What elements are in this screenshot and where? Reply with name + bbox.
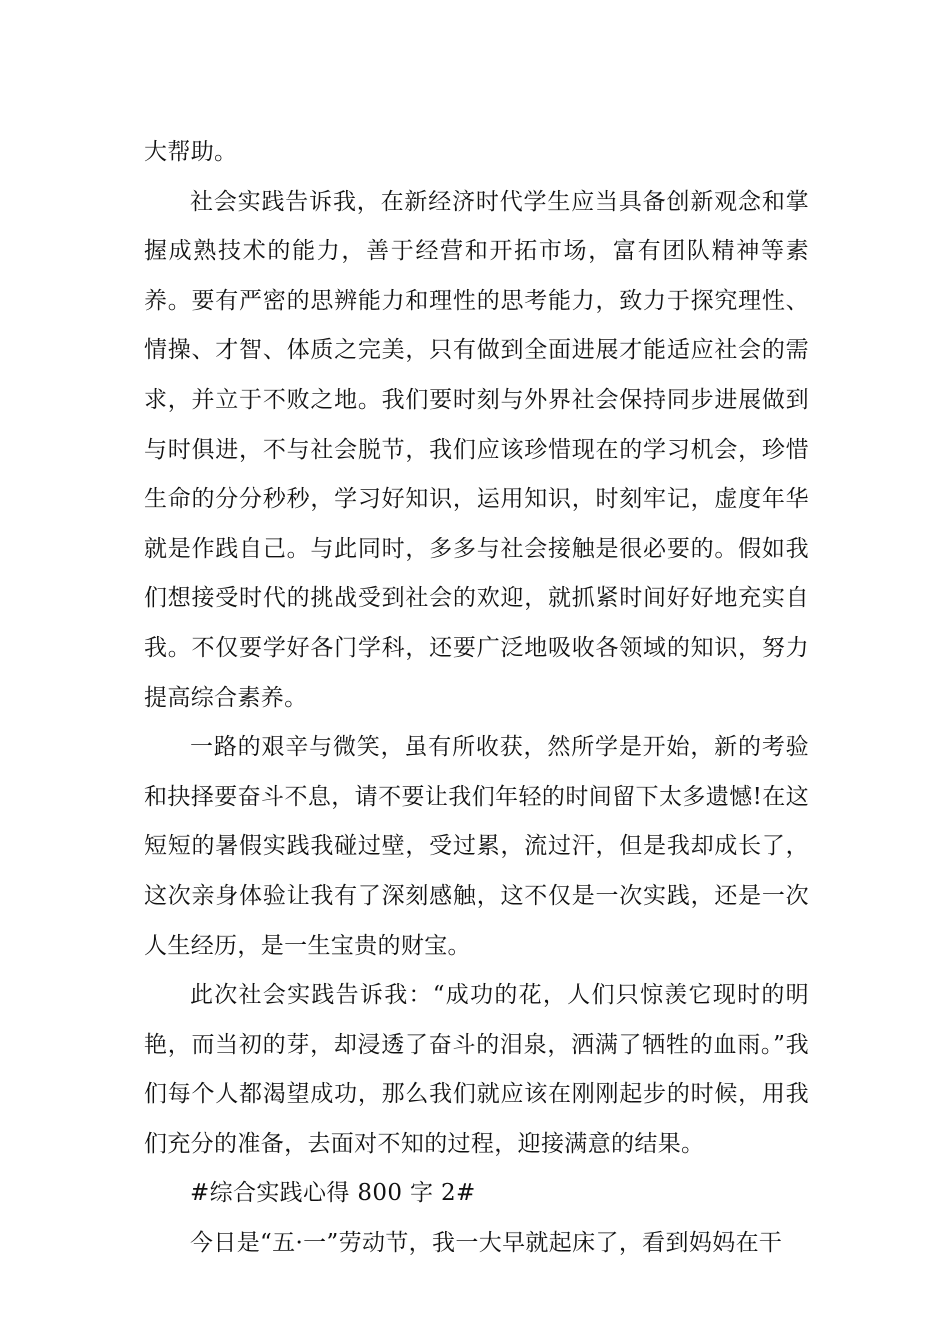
paragraph-continuation: 大帮助。	[144, 139, 238, 165]
paragraph-hardship: 一路的艰辛与微笑，虽有所收获，然所学是开始，新的考验和抉择要奋斗不息，请不要让我们年轻的时间留下太多遗憾!在这短短的暑假实践我碰过壁，受过累，流过汗，但是我却成长了，这次亲身体验让我有了深刻感触，这不仅是一次实践，还是一次人生经历，是一生宝贵的财宝。	[144, 734, 809, 959]
section-heading: #综合实践心得 800 字 2#	[190, 1180, 476, 1207]
paragraph-labor-day: 今日是“五·一”劳动节，我一大早就起床了，看到妈妈在干	[190, 1230, 783, 1257]
document-body	[144, 128, 809, 1269]
paragraph-social-practice: 社会实践告诉我，在新经济时代学生应当具备创新观念和掌握成熟技术的能力，善于经营和开拓市场，富有团队精神等素养。要有严密的思辨能力和理性的思考能力，致力于探究理性、情操、才智、体质之完美，只有做到全面进展才能适应社会的需求，并立于不败之地。我们要时刻与外界社会保持同步进展做到与时俱进，不与社会脱节，我们应该珍惜现在的学习机会，珍惜生命的分分秒秒，学习好知识，运用知识，时刻牢记，虚度年华就是作践自己。与此同时，多多与社会接触是很必要的。假如我们想接受时代的挑战受到社会的欢迎，就抓紧时间好好地充实自我。不仅要学好各门学科，还要广泛地吸收各领域的知识，努力提高综合素养。	[144, 188, 809, 711]
paragraph-success-quote: 此次社会实践告诉我：“成功的花，人们只惊羡它现时的明艳，而当初的芽，却浸透了奋斗的泪泉，洒满了牺牲的血雨。”我们每个人都渴望成功，那么我们就应该在刚刚起步的时候，用我们充分的准备，去面对不知的过程，迎接满意的结果。	[144, 982, 809, 1157]
